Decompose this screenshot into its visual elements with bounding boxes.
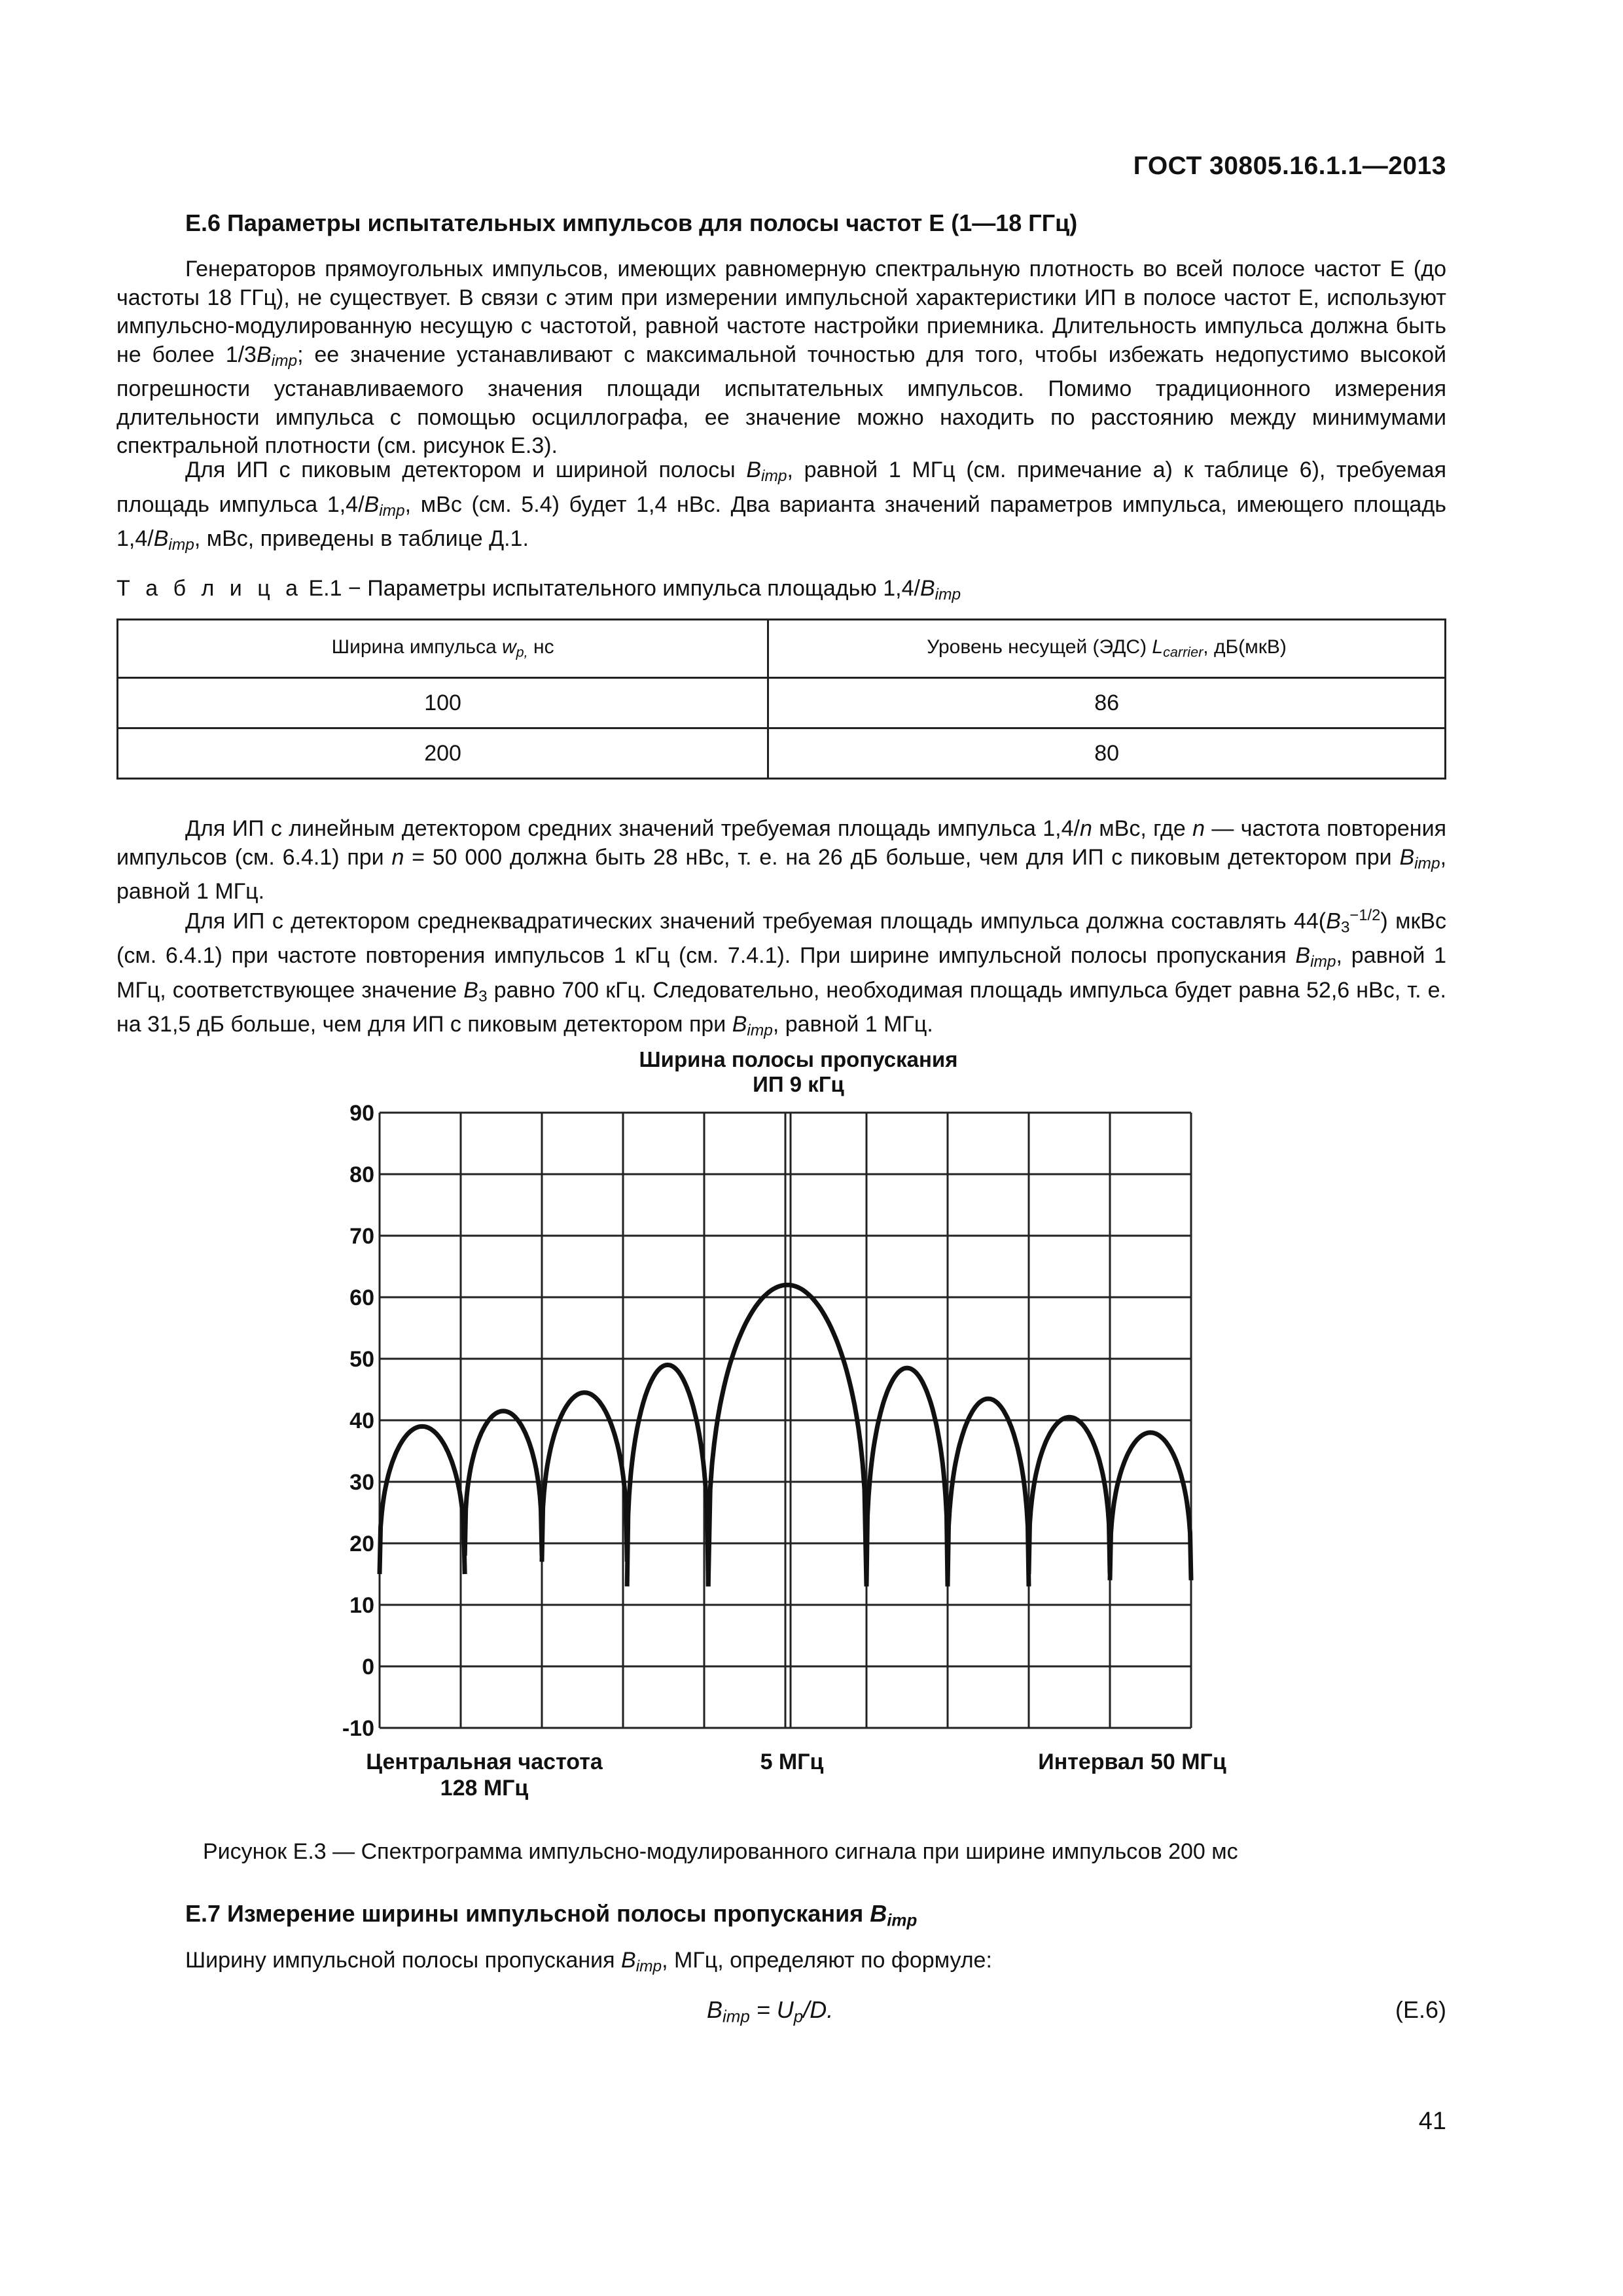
paragraph-4: Для ИП с детектором среднеквадратических значений требуемая площадь импульса должна составлять $44(B_3^{-1/2})$ мкВс (см. 6.4.1) при частоте повторения импульсов 1 кГц (см. 7.4.1). При ширине импульсной полосы пропускания $B_{imp}$, равной 1 МГц, соответствующее значение $B_3$ равно 700 кГц. Следовательно, необходимая площадь импульса будет равна 52,6 нВс, т. е. на 31,5 дБ больше, чем для ИП с пиковым детектором при $B_{imp}$, равной 1 МГц. — [116, 906, 1447, 1040]
y-tick-label: 10 — [349, 1593, 374, 1618]
chart-title-line-1: Ширина полосы пропускания — [639, 1047, 958, 1071]
figure-caption: Рисунок Е.3 — Спектрограмма импульсно-модулированного сигнала при ширине импульсов 200 мс — [203, 1839, 1238, 1864]
paragraph-2: Для ИП с пиковым детектором и шириной полосы $B_{imp}$, равной 1 МГц (см. примечание а) к таблице 6), требуемая площадь импульса $1,4/B_{imp}$, мВс (см. 5.4) будет 1,4 нВс. Два варианта значений параметров импульса, имеющего площадь $1,4/B_{imp}$, мВс, приведены в таблице Д.1. — [116, 457, 1446, 554]
y-tick-label: 50 — [349, 1347, 374, 1372]
spectrum-lobe — [948, 1399, 1029, 1587]
spectrum-lobe — [542, 1393, 627, 1562]
formula-number: (Е.6) — [1395, 1996, 1446, 2023]
spectrum-lobe — [380, 1426, 465, 1574]
x-label-center-frequency: Центральная частота 128 МГц — [366, 1749, 603, 1801]
x-label-span-per-division: 5 МГц — [760, 1749, 824, 1774]
document-code: ГОСТ 30805.16.1.1—2013 — [1133, 152, 1446, 180]
formula-e6: $B_{imp} = U_p/D$. — [707, 1996, 834, 2026]
x-label-span: Интервал 50 МГц — [1038, 1749, 1226, 1774]
formula-intro: Ширину импульсной полосы пропускания $B_{imp}$, МГц, определяют по формуле: — [185, 1948, 992, 1976]
spectrum-lobe — [866, 1368, 948, 1587]
spectrum-lobe — [465, 1411, 542, 1556]
y-tick-label: 80 — [349, 1162, 374, 1187]
page-number: 41 — [1418, 2108, 1446, 2135]
cell-width: 100 — [118, 678, 768, 728]
cell-width: 200 — [118, 728, 768, 779]
y-tick-label: 60 — [349, 1285, 374, 1310]
spectrum-lobe — [627, 1365, 708, 1586]
spectrum-lobe — [1110, 1433, 1191, 1581]
column-header-width: Ширина импульса wp, нс — [118, 620, 768, 678]
column-header-level: Уровень несущей (ЭДС) Lcarrier, дБ(мкВ) — [768, 620, 1446, 678]
section-title-e7: Е.7 Измерение ширины импульсной полосы пропускания $B_{imp}$ — [185, 1900, 918, 1930]
spectrum-lobe — [708, 1285, 866, 1587]
spectrum-lobe — [1029, 1417, 1110, 1574]
section-title-e6: Е.6 Параметры испытательных импульсов для полосы частот Е (1—18 ГГц) — [185, 209, 1078, 236]
y-tick-label: 20 — [349, 1532, 374, 1556]
y-tick-label: 40 — [349, 1408, 374, 1433]
paragraph-1: Генераторов прямоугольных импульсов, имеющих равномерную спектральную плотность во всей полосе частот Е (до частоты 18 ГГц), не существует. В связи с этим при измерении импульсной характеристики ИП в полосе частот Е, используют импульсно-модулированную несущую с частотой, равной частоте настройки приемника. Длительность импульса должна быть не более $1/3B_{imp}$; ее значение устанавливают с максимальной точностью для того, чтобы избежать недопустимо высокой погрешности устанавливаемого значения площади испытательных импульсов. Помимо традиционного измерения длительности импульса с помощью осциллографа, ее значение можно находить по расстоянию между минимумами спектральной плотности (см. рисунок Е.3). — [116, 257, 1446, 459]
y-tick-label: 70 — [349, 1224, 374, 1249]
table-caption: Т а б л и ц а Е.1 − Параметры испытательного импульса площадью 1,4/Bimp — [116, 576, 961, 604]
paragraph-3: Для ИП с линейным детектором средних значений требуемая площадь импульса 1,4/n мВс, где n — частота повторения импульсов (см. 6.4.1) при n = 50 000 должна быть 28 нВс, т. е. на 26 дБ больше, чем для ИП с пиковым детектором при $B_{imp}$, равной 1 МГц. — [116, 816, 1447, 905]
y-tick-label: 90 — [349, 1101, 374, 1126]
y-tick-label: 30 — [349, 1470, 374, 1495]
y-tick-label: 0 — [362, 1655, 374, 1679]
y-tick-label: -10 — [342, 1716, 374, 1741]
chart-title-line-2: ИП 9 кГц — [753, 1072, 844, 1096]
cell-level: 80 — [768, 728, 1446, 779]
cell-level: 86 — [768, 678, 1446, 728]
